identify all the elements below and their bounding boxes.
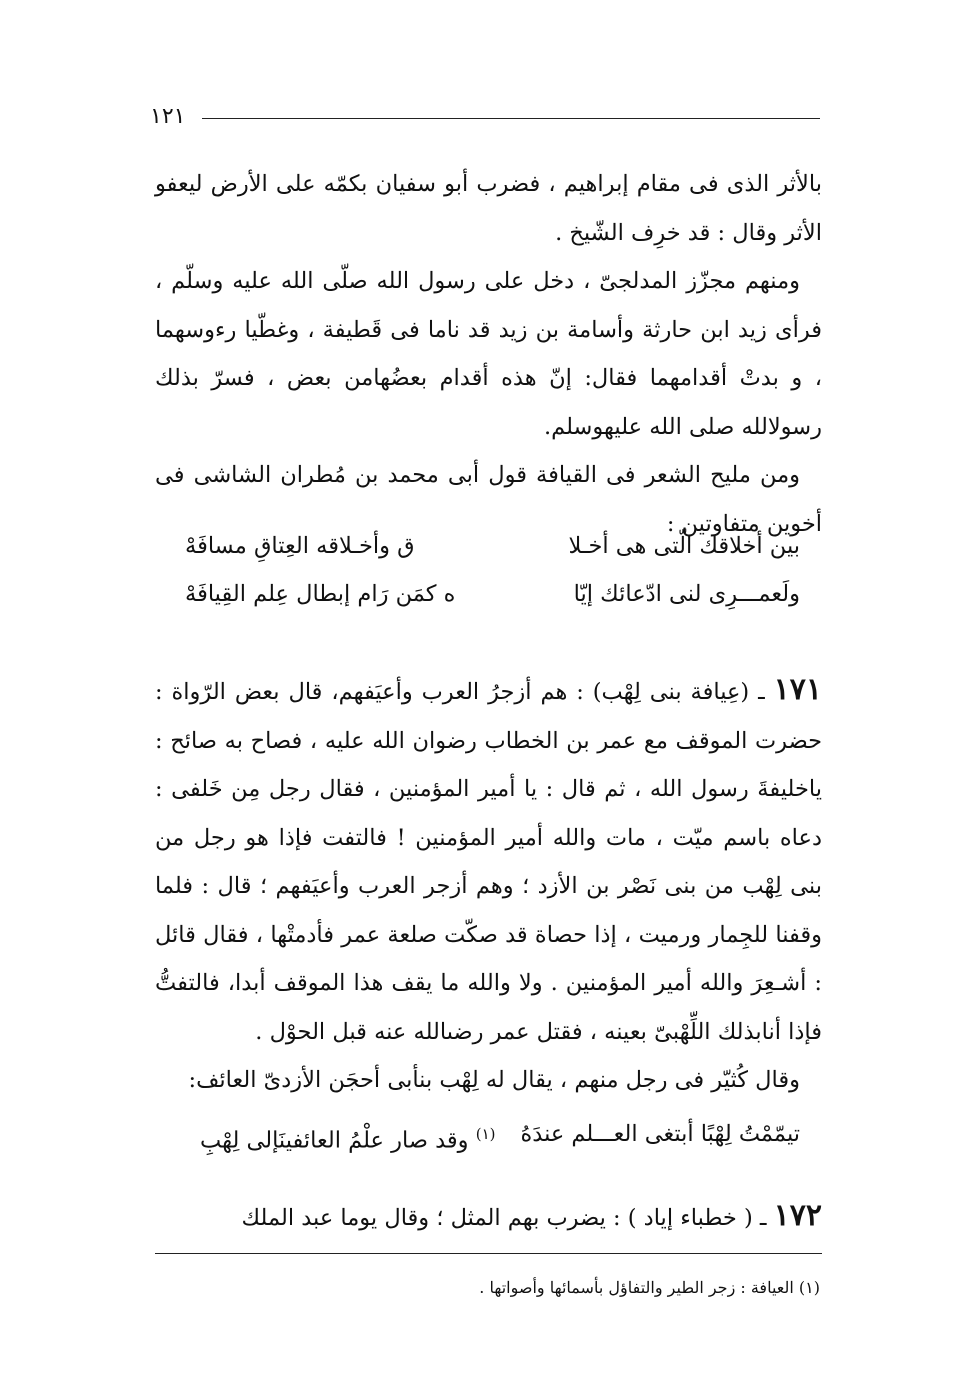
entry-172	[155, 1192, 822, 1243]
page-header	[150, 102, 820, 132]
verse-2-second-hemistich: ه كمَن رَام إبطال عِلم القِيافَهْ	[185, 581, 456, 607]
entry-172-paragraph	[155, 1192, 822, 1243]
paragraph-2: ومنهم مجزّز المدلجىّ ، دخل على رسول الله صلّى الله عليه وسلّم ، فرأى زيد ابن حارثة وأسامة بن زيد قد ناما فى قَطيفة ، وغطّيا رءوسهما ، و بدتْ أقدامهما فقال: إنّ هذه أقدام بعضُهامن بعض ، فسرّ بذلك رسولالله صلى الله عليهوسلم.	[155, 268, 822, 440]
paragraph-3: ومن مليح الشعر فى القيافة قول أبى محمد بن مُطران الشاشى فى أخوين متفاوتين :	[155, 462, 822, 537]
text-block-top	[155, 160, 822, 548]
verse-lihb-second-hemistich-wrap	[200, 1110, 495, 1165]
header-rule	[202, 118, 820, 119]
entry-172-dash: ـ	[752, 1205, 774, 1231]
verse-line-lihb	[200, 1110, 800, 1158]
footnote-rule	[155, 1253, 822, 1254]
entry-171	[155, 666, 822, 1105]
poem-qiyafa	[185, 522, 800, 618]
verse-lihb-first-hemistich: تيمّمْتُ لِهْبًا أبتغى العـــلم عندَهُ	[520, 1121, 800, 1147]
entry-172-number: ١٧٢	[773, 1198, 822, 1233]
footnote-marker: (١)	[475, 1125, 496, 1143]
verse-line-1	[185, 522, 800, 570]
verse-1-second-hemistich: ق وأخـلاقه العِتاقِ مسافَهْ	[185, 533, 415, 559]
paragraph-1: بالأثر الذى فى مقام إبراهيم ، فضرب أبو سفيان بكمّه على الأرض ليعفو الأثر وقال : قد خرِف الشّيخ .	[155, 171, 822, 246]
entry-171-number: ١٧١	[773, 672, 822, 707]
verse-line-2	[185, 570, 800, 618]
poem-lihb	[200, 1110, 800, 1158]
entry-171-kuthayyir-intro: وقال كُثيّر فى رجل منهم ، يقال له لِهْب بنأبى أحجَن الأزدىّ العائف:	[188, 1067, 800, 1093]
entry-172-text: : يضرب بهم المثل ؛ وقال يوما عبد الملك	[241, 1205, 628, 1231]
entry-172-title: ( خطباء إياد )	[627, 1205, 753, 1231]
verse-lihb-second-hemistich: وقد صار علْمُ العائفينَإلى لِهْبِ	[200, 1127, 469, 1154]
entry-171-title: (عِيافة بنى لِهْب)	[592, 679, 750, 705]
entry-171-text: : هم أزجرُ العرب وأعيَفهم، قال بعض الرّواة : حضرت الموقف مع عمر بن الخطاب رضوان الله عليه ، فصاح به صائح : ياخليفةَ رسول الله ، ثم قال : يا أمير المؤمنين ، فقال رجل مِن خَلفى : دعاه باسم ميّت ، مات والله أمير المؤمنين ! فالتفت فإذا هو رجل من بنى لِهْب من بنى نَصْر بن الأزد ؛ وهم أزجر العرب وأعيَفهم ؛ قال : فلما وقفنا للجِمار ورميت ، إذا حصاة قد صكّت صلعة عمر فأدمتْها ، فقال قائل : أشـعِرَ والله أمير المؤمنين . ولا والله ما يقف هذا الموقف أبدا، فالتفتُّ فإذا أنابذلك اللِّهْبىّ بعينه ، فقتل عمر رضىالله عنه قبل الحوْل .	[155, 679, 822, 1045]
entry-171-paragraph	[155, 666, 822, 1056]
verse-1-first-hemistich: بين أخلاقك الّتى هى أخـلا	[568, 533, 800, 559]
verse-2-first-hemistich: ولَعمـــرِى لنى ادّعائك إيّا	[573, 581, 800, 607]
page-number: ١٢١	[150, 104, 186, 129]
entry-171-dash: ـ	[749, 679, 774, 705]
footnote-1: (١) العيافة : زجر الطير والتفاؤل بأسمائها وأصواتها .	[479, 1278, 820, 1297]
